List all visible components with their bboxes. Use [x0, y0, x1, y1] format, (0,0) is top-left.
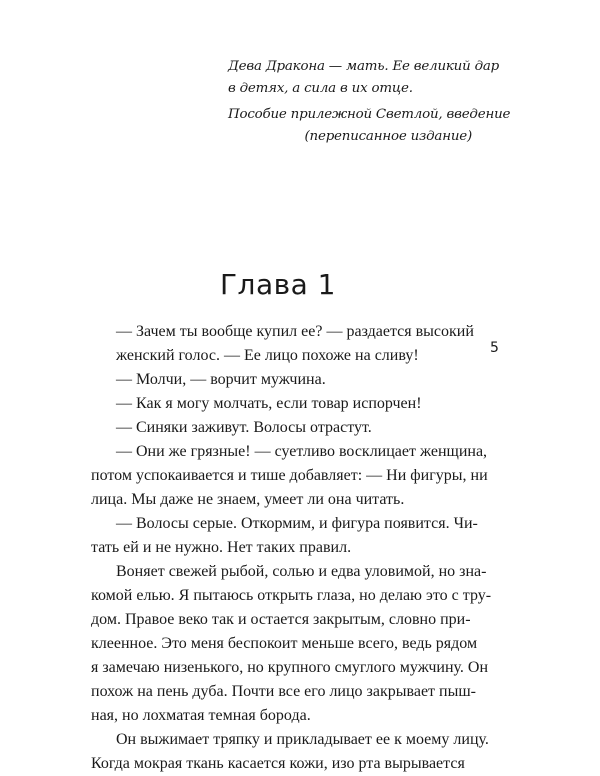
text-line: потом успокаивается и тише добавляет: — Ни фигуры, ни: [91, 467, 488, 484]
chapter-body: [91, 320, 492, 776]
text-line: — Синяки заживут. Волосы отрастут.: [116, 419, 372, 436]
text-line: Воняет свежей рыбой, солью и едва уловимой, но зна-: [116, 563, 487, 580]
text-line: комой елью. Я пытаюсь открыть глаза, но делаю это с тру-: [91, 587, 492, 604]
text-line: — Волосы серые. Откормим, и фигура появится. Чи-: [116, 515, 478, 532]
text-line: женский голос. — Ее лицо похоже на сливу!: [116, 347, 419, 364]
epigraph-quote-line: Дева Дракона — мать. Ее великий дар: [228, 59, 500, 74]
text-line: я замечаю низенького, но крупного смуглого мужчину. Он: [91, 659, 489, 676]
text-line: — Молчи, — ворчит мужчина.: [116, 371, 326, 388]
line-number: 5: [490, 340, 499, 356]
text-line: дом. Правое веко так и остается закрытым, словно при-: [91, 611, 471, 628]
epigraph-quote-line: в детях, а сила в их отце.: [228, 81, 413, 96]
text-line: похож на пень дуба. Почти все его лицо закрывает пыш-: [91, 683, 476, 700]
text-line: — Зачем ты вообще купил ее? — раздается высокий: [116, 323, 474, 340]
epigraph-source-line: Пособие прилежной Светлой, введение: [228, 107, 511, 122]
text-line: тать ей и не нужно. Нет таких правил.: [91, 539, 352, 556]
text-line: ная, но лохматая темная борода.: [91, 707, 311, 724]
text-line: — Как я могу молчать, если товар испорчен!: [116, 395, 422, 412]
chapter-title: Глава 1: [219, 268, 336, 301]
epigraph: [228, 56, 511, 148]
text-line: Когда мокрая ткань касается кожи, изо рта вырывается: [91, 755, 465, 772]
text-line: лица. Мы даже не знаем, умеет ли она читать.: [91, 491, 405, 508]
text-line: — Они же грязные! — суетливо восклицает женщина,: [116, 443, 488, 460]
text-line: клеенное. Это меня беспокоит меньше всего, ведь рядом: [91, 635, 478, 652]
text-line: Он выжимает тряпку и прикладывает ее к моему лицу.: [116, 731, 489, 748]
epigraph-source-line: (переписанное издание): [304, 129, 472, 144]
